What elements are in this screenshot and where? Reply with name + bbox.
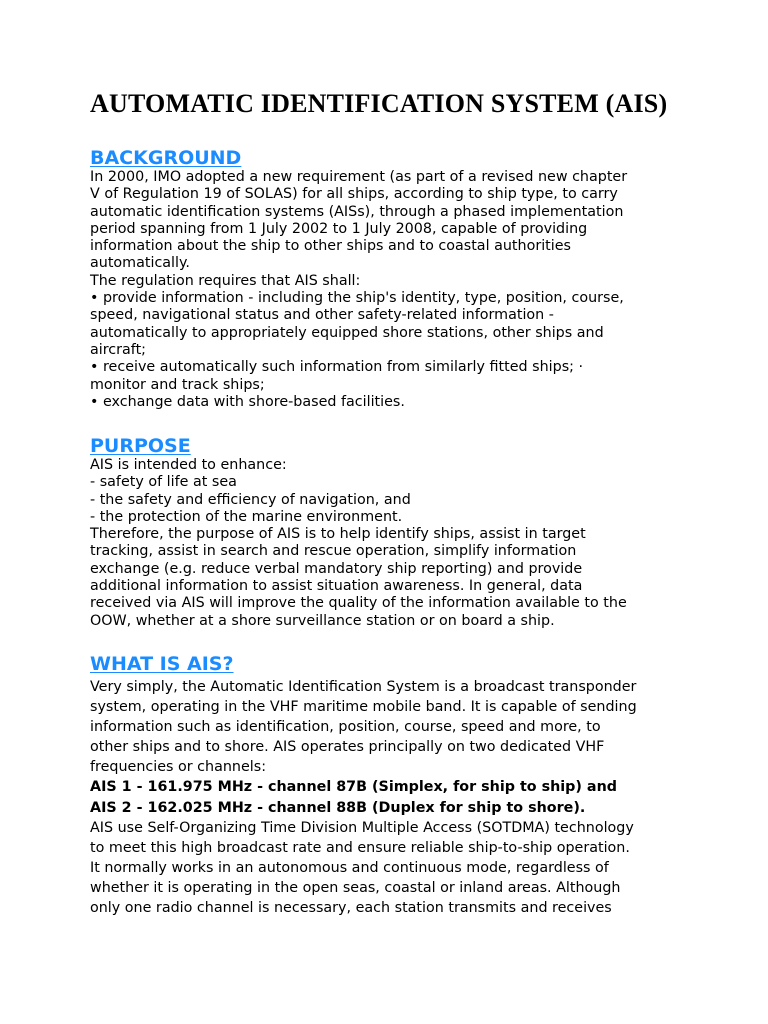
text-line: information about the ship to other ships and to coastal authorities: [90, 238, 571, 255]
text-line: only one radio channel is necessary, each station transmits and receives: [90, 900, 612, 917]
text-line: information such as identification, position, course, speed and more, to: [90, 719, 601, 736]
text-line: other ships and to shore. AIS operates principally on two dedicated VHF: [90, 739, 605, 756]
text-line: exchange (e.g. reduce verbal mandatory ship reporting) and provide: [90, 560, 583, 577]
text-line: OOW, whether at a shore surveillance station or on board a ship.: [90, 612, 555, 629]
text-line: automatically.: [90, 255, 190, 272]
text-line: whether it is operating in the open seas, coastal or inland areas. Although: [90, 879, 621, 896]
text-line: additional information to assist situation awareness. In general, data: [90, 578, 583, 595]
text-line: AIS is intended to enhance:: [90, 457, 287, 473]
text-line: tracking, assist in search and rescue operation, simplify information: [90, 543, 577, 560]
text-line: automatic identification systems (AISs), through a phased implementation: [90, 203, 624, 220]
what-is-ais-text: [90, 677, 690, 918]
bullet-item: • provide information - including the ship's identity, type, position, course,: [90, 290, 624, 307]
frequency-line-ais1: AIS 1 - 161.975 MHz - channel 87B (Simplex, for ship to ship) and: [90, 779, 617, 796]
list-item: - the protection of the marine environment.: [90, 508, 403, 525]
text-line: period spanning from 1 July 2002 to 1 July 2008, capable of providing: [90, 220, 588, 237]
text-line: to meet this high broadcast rate and ensure reliable ship-to-ship operation.: [90, 839, 630, 856]
text-line: AIS use Self-Organizing Time Division Multiple Access (SOTDMA) technology: [90, 819, 634, 836]
document-title: AUTOMATIC IDENTIFICATION SYSTEM (AIS): [90, 89, 668, 118]
text-line: frequencies or channels:: [90, 759, 267, 776]
text-line: V of Regulation 19 of SOLAS) for all ships, according to ship type, to carry: [90, 186, 618, 203]
text-line: automatically to appropriately equipped shore stations, other ships and: [90, 324, 604, 341]
section-heading-purpose: PURPOSE: [90, 435, 191, 457]
text-line: monitor and track ships;: [90, 376, 265, 393]
text-line: In 2000, IMO adopted a new requirement (as part of a revised new chapter: [90, 169, 628, 185]
text-line: Therefore, the purpose of AIS is to help identify ships, assist in target: [90, 526, 586, 543]
purpose-text: [90, 457, 690, 630]
background-text: [90, 169, 690, 411]
frequency-line-ais2: AIS 2 - 162.025 MHz - channel 88B (Duplex for ship to shore).: [90, 799, 586, 816]
text-line: Very simply, the Automatic Identification System is a broadcast transponder: [90, 679, 637, 695]
bullet-item: • receive automatically such information from similarly fitted ships; ·: [90, 359, 584, 376]
text-line: aircraft;: [90, 341, 147, 358]
text-line: It normally works in an autonomous and continuous mode, regardless of: [90, 859, 609, 876]
section-heading-background: BACKGROUND: [90, 147, 242, 169]
list-item: - the safety and efficiency of navigation, and: [90, 491, 411, 508]
section-heading-what-is-ais: WHAT IS AIS?: [90, 653, 234, 675]
text-line: The regulation requires that AIS shall:: [90, 272, 361, 289]
bullet-item: • exchange data with shore-based facilities.: [90, 393, 405, 410]
text-line: speed, navigational status and other safety-related information -: [90, 307, 554, 324]
text-line: system, operating in the VHF maritime mobile band. It is capable of sending: [90, 699, 637, 716]
list-item: - safety of life at sea: [90, 474, 237, 491]
text-line: received via AIS will improve the quality of the information available to the: [90, 595, 627, 612]
